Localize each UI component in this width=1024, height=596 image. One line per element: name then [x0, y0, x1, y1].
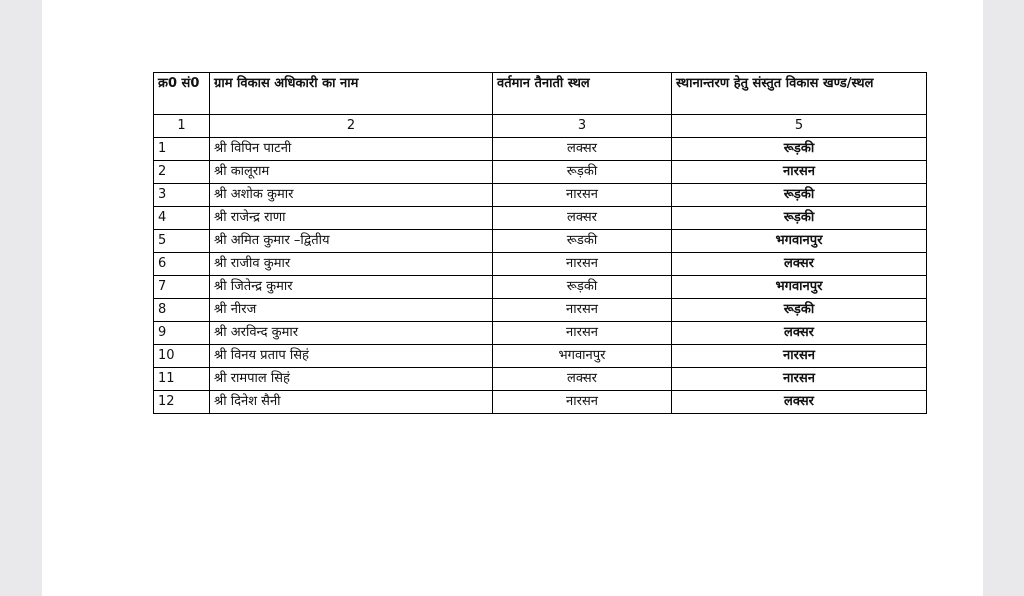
header-proposed-posting: स्थानान्तरण हेतु संस्तुत विकास खण्ड/स्थल	[672, 73, 927, 115]
proposed-posting-cell: रूड़की	[672, 299, 927, 322]
serial-cell: 6	[154, 253, 210, 276]
table-row	[154, 253, 927, 276]
current-posting-cell: नारसन	[493, 253, 672, 276]
table-row	[154, 138, 927, 161]
column-number: 2	[210, 115, 493, 138]
serial-cell: 10	[154, 345, 210, 368]
table-row	[154, 345, 927, 368]
officer-name-cell: श्री अमित कुमार –द्वितीय	[210, 230, 493, 253]
officer-name-cell: श्री विपिन पाटनी	[210, 138, 493, 161]
transfer-table	[153, 72, 927, 414]
officer-name-cell: श्री कालूराम	[210, 161, 493, 184]
serial-cell: 11	[154, 368, 210, 391]
column-number: 3	[493, 115, 672, 138]
proposed-posting-cell: भगवानपुर	[672, 276, 927, 299]
current-posting-cell: नारसन	[493, 391, 672, 414]
table-row	[154, 230, 927, 253]
header-officer-name: ग्राम विकास अधिकारी का नाम	[210, 73, 493, 115]
officer-name-cell: श्री राजीव कुमार	[210, 253, 493, 276]
proposed-posting-cell: नारसन	[672, 161, 927, 184]
column-number: 1	[154, 115, 210, 138]
proposed-posting-cell: रूड़की	[672, 184, 927, 207]
current-posting-cell: रूड़की	[493, 161, 672, 184]
officer-name-cell: श्री अशोक कुमार	[210, 184, 493, 207]
officer-name-cell: श्री राजेन्द्र राणा	[210, 207, 493, 230]
column-number-row	[154, 115, 927, 138]
serial-cell: 12	[154, 391, 210, 414]
table-row	[154, 276, 927, 299]
header-row	[154, 73, 927, 115]
officer-name-cell: श्री विनय प्रताप सिहं	[210, 345, 493, 368]
table-body	[154, 138, 927, 414]
header-current-posting: वर्तमान तैनाती स्थल	[493, 73, 672, 115]
proposed-posting-cell: भगवानपुर	[672, 230, 927, 253]
officer-name-cell: श्री नीरज	[210, 299, 493, 322]
serial-cell: 8	[154, 299, 210, 322]
proposed-posting-cell: रूड़की	[672, 207, 927, 230]
column-number: 5	[672, 115, 927, 138]
proposed-posting-cell: लक्सर	[672, 322, 927, 345]
table-row	[154, 368, 927, 391]
current-posting-cell: नारसन	[493, 322, 672, 345]
current-posting-cell: लक्सर	[493, 138, 672, 161]
serial-cell: 2	[154, 161, 210, 184]
serial-cell: 7	[154, 276, 210, 299]
proposed-posting-cell: लक्सर	[672, 391, 927, 414]
proposed-posting-cell: रूड़की	[672, 138, 927, 161]
proposed-posting-cell: नारसन	[672, 368, 927, 391]
table-row	[154, 207, 927, 230]
serial-cell: 3	[154, 184, 210, 207]
current-posting-cell: भगवानपुर	[493, 345, 672, 368]
serial-cell: 9	[154, 322, 210, 345]
current-posting-cell: लक्सर	[493, 368, 672, 391]
officer-name-cell: श्री जितेन्द्र कुमार	[210, 276, 493, 299]
table-row	[154, 322, 927, 345]
table-row	[154, 184, 927, 207]
current-posting-cell: नारसन	[493, 299, 672, 322]
proposed-posting-cell: लक्सर	[672, 253, 927, 276]
table-row	[154, 299, 927, 322]
officer-name-cell: श्री दिनेश सैनी	[210, 391, 493, 414]
document-page	[42, 0, 983, 596]
serial-cell: 5	[154, 230, 210, 253]
serial-cell: 1	[154, 138, 210, 161]
current-posting-cell: नारसन	[493, 184, 672, 207]
current-posting-cell: लक्सर	[493, 207, 672, 230]
table-row	[154, 391, 927, 414]
officer-name-cell: श्री रामपाल सिहं	[210, 368, 493, 391]
table-row	[154, 161, 927, 184]
serial-cell: 4	[154, 207, 210, 230]
current-posting-cell: रूड़की	[493, 276, 672, 299]
proposed-posting-cell: नारसन	[672, 345, 927, 368]
header-serial: क्र0 सं0	[154, 73, 210, 115]
current-posting-cell: रूडकी	[493, 230, 672, 253]
officer-name-cell: श्री अरविन्द कुमार	[210, 322, 493, 345]
